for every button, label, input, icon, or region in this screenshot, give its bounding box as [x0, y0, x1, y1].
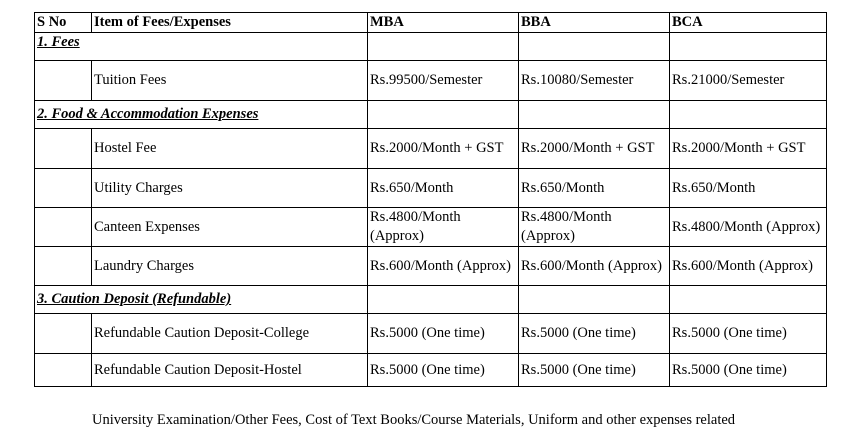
mba-cell: Rs.5000 (One time) [368, 314, 519, 354]
mba-cell: Rs.99500/Semester [368, 61, 519, 101]
bca-cell: Rs.600/Month (Approx) [670, 247, 827, 286]
footer-text: University Examination/Other Fees, Cost of Text Books/Course Materials, Uniform and other expenses related [92, 412, 736, 428]
table-row [35, 354, 827, 387]
bca-cell: Rs.2000/Month + GST [670, 129, 827, 169]
header-item: Item of Fees/Expenses [92, 13, 368, 33]
mba-cell: Rs.650/Month [368, 169, 519, 208]
mba-cell: Rs.5000 (One time) [368, 354, 519, 387]
fees-table [34, 12, 827, 387]
bba-cell: Rs.650/Month [519, 169, 670, 208]
header-bba: BBA [519, 13, 670, 33]
section-title: 1. Fees [35, 33, 368, 61]
item-cell: Utility Charges [92, 169, 368, 208]
table-row [35, 61, 827, 101]
table-row [35, 169, 827, 208]
section-title: 3. Caution Deposit (Refundable) [35, 286, 368, 314]
header-bca: BCA [670, 13, 827, 33]
section-row-fees [35, 33, 827, 61]
clipped-heading [0, 0, 859, 3]
section-row-food [35, 101, 827, 129]
header-sno: S No [35, 13, 92, 33]
table-row [35, 208, 827, 247]
section-row-caution [35, 286, 827, 314]
item-cell: Refundable Caution Deposit-Hostel [92, 354, 368, 387]
item-cell: Hostel Fee [92, 129, 368, 169]
table-header-row [35, 13, 827, 33]
mba-cell: Rs.600/Month (Approx) [368, 247, 519, 286]
section-title: 2. Food & Accommodation Expenses [35, 101, 368, 129]
header-mba: MBA [368, 13, 519, 33]
bca-cell: Rs.5000 (One time) [670, 314, 827, 354]
item-cell: Laundry Charges [92, 247, 368, 286]
bba-cell: Rs.5000 (One time) [519, 354, 670, 387]
item-cell: Canteen Expenses [92, 208, 368, 247]
item-cell: Refundable Caution Deposit-College [92, 314, 368, 354]
footer-text-clipped [92, 411, 832, 428]
bba-cell: Rs.600/Month (Approx) [519, 247, 670, 286]
mba-cell: Rs.4800/Month (Approx) [368, 208, 519, 247]
bca-cell: Rs.5000 (One time) [670, 354, 827, 387]
bca-cell: Rs.4800/Month (Approx) [670, 208, 827, 247]
table-row [35, 314, 827, 354]
mba-cell: Rs.2000/Month + GST [368, 129, 519, 169]
item-cell: Tuition Fees [92, 61, 368, 101]
bba-cell: Rs.10080/Semester [519, 61, 670, 101]
bca-cell: Rs.21000/Semester [670, 61, 827, 101]
table-row [35, 247, 827, 286]
bba-cell: Rs.5000 (One time) [519, 314, 670, 354]
bba-cell: Rs.2000/Month + GST [519, 129, 670, 169]
bca-cell: Rs.650/Month [670, 169, 827, 208]
table-row [35, 129, 827, 169]
bba-cell: Rs.4800/Month (Approx) [519, 208, 670, 247]
